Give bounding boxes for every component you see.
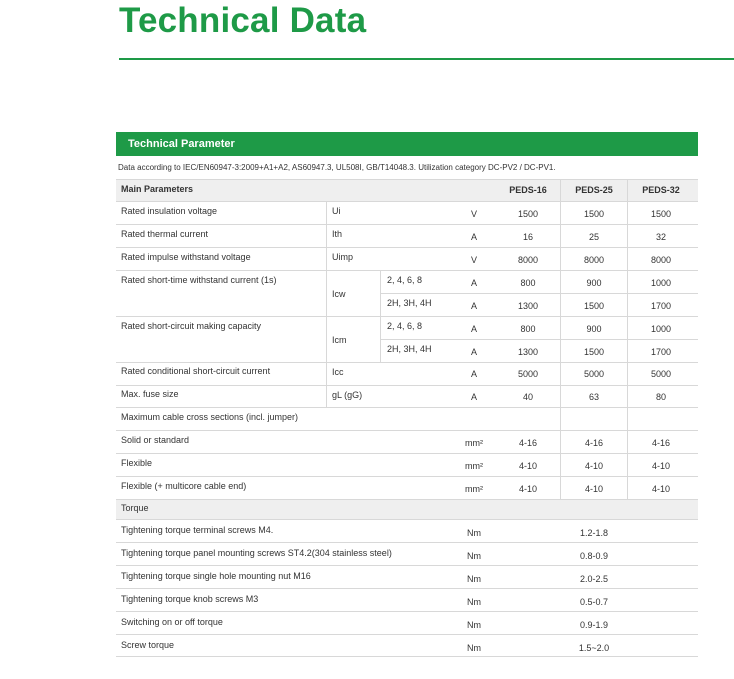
table-grid-line — [326, 247, 327, 270]
param-value: 1500 — [583, 347, 605, 357]
param-unit: A — [470, 347, 477, 357]
table-grid-line — [627, 453, 628, 476]
param-label: Rated short-time withstand current (1s) — [121, 275, 277, 285]
param-value: 1500 — [517, 209, 539, 219]
param-label: Rated impulse withstand voltage — [121, 252, 251, 262]
param-value: 800 — [520, 324, 536, 334]
param-unit: A — [470, 278, 477, 288]
table-grid-line — [627, 316, 628, 362]
param-value: 4-16 — [584, 438, 603, 448]
table-grid-line — [560, 407, 561, 430]
param-value: 4-10 — [518, 484, 537, 494]
param-label: Tightening torque single hole mounting nut M16 — [121, 571, 311, 581]
param-value: 80 — [655, 392, 666, 402]
param-label: Screw torque — [121, 640, 175, 650]
param-label: Tightening torque knob screws M3 — [121, 594, 259, 604]
model-header: PEDS-25 — [575, 185, 613, 195]
param-value: 32 — [655, 232, 666, 242]
param-value: 4-10 — [584, 484, 603, 494]
param-value: 25 — [588, 232, 599, 242]
table-grid-line — [627, 270, 628, 316]
param-value: 1.5~2.0 — [578, 643, 610, 653]
param-value: 0.9-1.9 — [579, 620, 609, 630]
param-unit: Nm — [467, 528, 481, 538]
table-row — [116, 499, 698, 519]
table-grid-line — [326, 270, 327, 316]
table-grid-line — [627, 430, 628, 453]
table-grid-line — [627, 179, 628, 201]
param-value: 8000 — [650, 255, 672, 265]
param-label: Flexible — [121, 458, 153, 468]
config-label: 2H, 3H, 4H — [387, 344, 432, 354]
table-grid-line — [380, 270, 381, 316]
table-grid-line — [560, 179, 561, 201]
config-label: 2, 4, 6, 8 — [387, 321, 423, 331]
param-unit: Nm — [467, 551, 481, 561]
param-value: 1000 — [650, 278, 672, 288]
param-value: 900 — [586, 324, 602, 334]
table-grid-line — [560, 430, 561, 453]
param-symbol: Ith — [332, 229, 343, 239]
param-value: 8000 — [583, 255, 605, 265]
param-value: 1.2-1.8 — [579, 528, 609, 538]
param-value: 4-10 — [584, 461, 603, 471]
table-grid-line — [560, 316, 561, 362]
technical-parameter-table — [116, 0, 698, 679]
config-label: 2H, 3H, 4H — [387, 298, 432, 308]
table-grid-line — [627, 362, 628, 385]
param-value: 800 — [520, 278, 536, 288]
table-grid-line — [627, 407, 628, 430]
param-value: 1500 — [583, 209, 605, 219]
param-value: 4-10 — [651, 484, 670, 494]
model-header: PEDS-16 — [509, 185, 547, 195]
param-unit: A — [470, 369, 477, 379]
table-grid-line — [560, 385, 561, 408]
param-unit: V — [470, 209, 477, 219]
param-value: 900 — [586, 278, 602, 288]
param-value: 1700 — [650, 301, 672, 311]
param-value: 4-16 — [518, 438, 537, 448]
param-unit: A — [470, 324, 477, 334]
param-value: 1500 — [650, 209, 672, 219]
param-unit: Nm — [467, 597, 481, 607]
param-value: 0.8-0.9 — [579, 551, 609, 561]
main-parameters-header: Main Parameters — [121, 184, 194, 194]
table-grid-line — [560, 270, 561, 316]
param-label: Tightening torque panel mounting screws ST4.2(304 stainless steel) — [121, 548, 392, 558]
param-label: Solid or standard — [121, 435, 190, 445]
param-unit: Nm — [467, 574, 481, 584]
param-unit: A — [470, 232, 477, 242]
param-unit: V — [470, 255, 477, 265]
cable-section-header: Maximum cable cross sections (incl. jumper) — [121, 412, 299, 422]
table-grid-line — [627, 224, 628, 247]
param-value: 1500 — [583, 301, 605, 311]
param-unit: Nm — [467, 620, 481, 630]
table-grid-line — [560, 362, 561, 385]
table-grid-line — [627, 201, 628, 224]
param-label: Max. fuse size — [121, 389, 179, 399]
param-symbol: Icm — [332, 335, 347, 345]
page-title: Technical Data — [119, 1, 367, 40]
param-value: 5000 — [583, 369, 605, 379]
param-unit: mm² — [465, 484, 483, 494]
param-symbol: Icw — [332, 289, 346, 299]
table-grid-line — [560, 453, 561, 476]
section-header: Technical Parameter — [116, 132, 698, 156]
param-value: 5000 — [650, 369, 672, 379]
table-grid-line — [380, 316, 381, 362]
table-grid-line — [380, 339, 698, 340]
param-value: 0.5-0.7 — [579, 597, 609, 607]
table-grid-line — [326, 385, 327, 408]
table-grid-line — [560, 224, 561, 247]
table-grid-line — [627, 247, 628, 270]
param-unit: mm² — [465, 461, 483, 471]
param-value: 1300 — [517, 347, 539, 357]
param-unit: mm² — [465, 438, 483, 448]
param-symbol: Uimp — [332, 252, 354, 262]
param-label: Tightening torque terminal screws M4. — [121, 525, 274, 535]
param-value: 1300 — [517, 301, 539, 311]
param-value: 40 — [522, 392, 533, 402]
table-grid-line — [560, 201, 561, 224]
table-grid-line — [560, 247, 561, 270]
param-unit: A — [470, 392, 477, 402]
table-grid-line — [326, 362, 327, 385]
param-symbol: gL (gG) — [332, 390, 363, 400]
param-unit: Nm — [467, 643, 481, 653]
param-value: 4-10 — [651, 461, 670, 471]
table-grid-line — [380, 293, 698, 294]
param-label: Rated thermal current — [121, 229, 209, 239]
param-value: 8000 — [517, 255, 539, 265]
model-header: PEDS-32 — [642, 185, 680, 195]
param-label: Switching on or off torque — [121, 617, 223, 627]
table-grid-line — [326, 224, 327, 247]
param-value: 4-10 — [518, 461, 537, 471]
param-value: 2.0-2.5 — [579, 574, 609, 584]
param-label: Rated insulation voltage — [121, 206, 218, 216]
param-label: Rated short-circuit making capacity — [121, 321, 262, 331]
table-grid-line — [627, 476, 628, 499]
param-label: Rated conditional short-circuit current — [121, 366, 271, 376]
param-value: 5000 — [517, 369, 539, 379]
table-grid-line — [560, 476, 561, 499]
param-symbol: Icc — [332, 367, 344, 377]
param-symbol: Ui — [332, 206, 341, 216]
param-value: 63 — [588, 392, 599, 402]
param-label: Flexible (+ multicore cable end) — [121, 481, 247, 491]
param-value: 4-16 — [651, 438, 670, 448]
table-grid-line — [326, 201, 327, 224]
param-unit: A — [470, 301, 477, 311]
config-label: 2, 4, 6, 8 — [387, 275, 423, 285]
torque-section-header: Torque — [121, 503, 149, 513]
standards-note: Data according to IEC/EN60947-3:2009+A1+A2, AS60947.3, UL508I, GB/T14048.3. Utilization category DC-PV2 / DC-PV1. — [118, 163, 556, 172]
param-value: 1000 — [650, 324, 672, 334]
table-grid-line — [627, 385, 628, 408]
table-grid-line — [326, 316, 327, 362]
param-value: 16 — [522, 232, 533, 242]
param-value: 1700 — [650, 347, 672, 357]
